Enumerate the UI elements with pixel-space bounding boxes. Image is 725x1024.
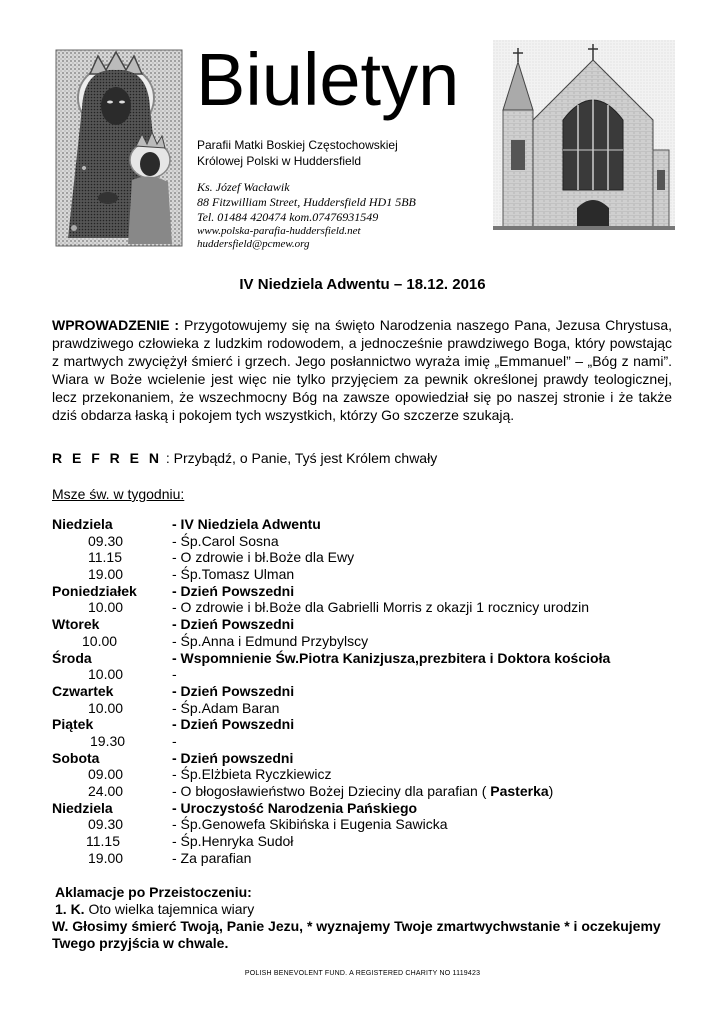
schedule-intention: [172, 733, 177, 750]
schedule-intention-text: - Dzień powszedni: [172, 749, 294, 766]
email: huddersfield@pcmew.org: [197, 238, 310, 250]
schedule-time: 10.00: [88, 666, 124, 683]
schedule-day-row: [52, 616, 692, 633]
address: 88 Fitzwilliam Street, Huddersfield HD1 5BB: [197, 195, 416, 209]
refrain-label: R E F R E N: [52, 450, 163, 466]
schedule-mass-row: [52, 700, 692, 717]
schedule-mass-row: [52, 666, 692, 683]
mass-schedule: [52, 516, 692, 866]
schedule-mass-row: [52, 533, 692, 550]
refrain-text: : Przybądź, o Panie, Tyś jest Królem chwały: [162, 450, 438, 466]
schedule-time: 19.00: [88, 566, 124, 583]
schedule-day: Czwartek: [52, 682, 114, 699]
schedule-mass-row: [52, 633, 692, 650]
schedule-intention-text: - Śp.Tomasz Ulman: [172, 566, 295, 583]
schedule-time: 19.30: [90, 732, 126, 749]
sunday-title: IV Niedziela Adwentu – 18.12. 2016: [239, 276, 486, 293]
schedule-mass-row: [52, 566, 692, 583]
schedule-intention-end: ): [548, 783, 554, 799]
schedule-intention-text: - Dzień Powszedni: [172, 582, 295, 599]
schedule-mass-row: [52, 766, 692, 783]
schedule-mass-row: [52, 850, 692, 867]
schedule-day: Poniedziałek: [52, 582, 137, 599]
schedule-time: 10.00: [82, 632, 118, 649]
schedule-intention: [172, 516, 321, 533]
schedule-day: Niedziela: [52, 799, 113, 816]
masses-heading: Msze św. w tygodniu:: [52, 486, 185, 502]
schedule-day-row: [52, 516, 692, 533]
schedule-intention: [172, 666, 177, 683]
schedule-intention: [172, 833, 293, 850]
schedule-mass-row: [52, 833, 692, 850]
schedule-intention: [172, 683, 294, 700]
schedule-time: 09.30: [88, 532, 124, 549]
schedule-intention: [172, 549, 354, 566]
introduction: [52, 316, 672, 424]
schedule-day-row: [52, 650, 692, 667]
priest-name: Ks. Józef Wacławik: [197, 180, 290, 194]
schedule-intention-text: - Śp.Adam Baran: [172, 699, 280, 716]
schedule-day: Piątek: [52, 716, 94, 733]
schedule-intention-text: - O zdrowie i bł.Boże dla Ewy: [172, 549, 355, 566]
schedule-intention: [172, 800, 417, 817]
schedule-intention: [172, 716, 294, 733]
intro-label: WPROWADZENIE :: [52, 317, 180, 333]
schedule-day-row: [52, 716, 692, 733]
schedule-intention: [172, 766, 332, 783]
schedule-intention-text: - Śp.Genowefa Skibińska i Eugenia Sawicka: [172, 816, 448, 833]
schedule-intention: [172, 850, 251, 867]
schedule-day: Sobota: [52, 749, 100, 766]
schedule-time: 09.30: [88, 816, 124, 833]
parish-name: [197, 137, 398, 169]
schedule-intention-text: - Dzień Powszedni: [172, 716, 295, 733]
schedule-intention-text: - Śp.Elżbieta Ryczkiewicz: [172, 766, 332, 783]
schedule-intention-text: - Uroczystość Narodzenia Pańskiego: [172, 799, 418, 816]
schedule-intention-text: - Za parafian: [172, 849, 252, 866]
schedule-intention-text: -: [172, 732, 177, 749]
schedule-intention: [172, 533, 279, 550]
schedule-mass-row: [52, 816, 692, 833]
schedule-intention-text: - O błogosławieństwo Bożej Dzieciny dla parafian (: [172, 783, 491, 799]
schedule-intention-text: - Dzień Powszedni: [172, 682, 295, 699]
madonna-icon-image: [54, 48, 184, 248]
schedule-mass-row: [52, 599, 692, 616]
schedule-day: Środa: [52, 649, 92, 666]
schedule-time: 24.00: [88, 783, 124, 799]
schedule-day-row: [52, 750, 692, 767]
schedule-intention: [172, 816, 447, 833]
acclamation-line1-text: Oto wielka tajemnica wiary: [84, 901, 255, 917]
schedule-mass-row: [52, 549, 692, 566]
schedule-intention-text: - Śp.Carol Sosna: [172, 532, 279, 549]
schedule-intention: [172, 650, 610, 667]
schedule-time: 09.00: [88, 766, 124, 783]
schedule-mass-row: [52, 733, 692, 750]
parish-line-2: Królowej Polski w Huddersfield: [197, 154, 362, 168]
schedule-day: Wtorek: [52, 616, 100, 633]
acclamation-line1-label: 1. K.: [55, 901, 85, 917]
schedule-intention: [172, 783, 553, 800]
schedule-day: Niedziela: [52, 516, 113, 532]
schedule-intention: [172, 566, 294, 583]
website: www.polska-parafia-huddersfield.net: [197, 225, 361, 237]
schedule-intention: [172, 750, 293, 767]
schedule-day-row: [52, 683, 692, 700]
acclamation-line2: W. Głosimy śmierć Twoją, Panie Jezu, * wyznajemy Twoje zmartwychwstanie * i oczekujemy Twego przyjścia w chwale.: [52, 918, 661, 951]
refrain: [52, 450, 437, 466]
schedule-intention: [172, 616, 294, 633]
schedule-time: 11.15: [88, 549, 122, 566]
bulletin-title: Biuletyn: [196, 38, 460, 121]
church-image: [493, 40, 675, 230]
schedule-intention-text: -: [172, 666, 177, 683]
schedule-intention: [172, 633, 368, 650]
acclamation-heading: Aklamacje po Przeistoczeniu:: [55, 884, 252, 900]
parish-line-1: Parafii Matki Boskiej Częstochowskiej: [197, 138, 398, 152]
schedule-intention-text: - O zdrowie i bł.Boże dla Gabrielli Morris z okazji 1 rocznicy urodzin: [172, 599, 590, 616]
schedule-mass-row: [52, 783, 692, 800]
acclamation: [52, 884, 675, 952]
schedule-intention-text: - Dzień Powszedni: [172, 616, 295, 633]
schedule-time: 10.00: [88, 699, 124, 716]
schedule-intention-text: - IV Niedziela Adwentu: [172, 516, 321, 532]
schedule-intention: [172, 599, 589, 616]
schedule-intention-text: - Śp.Henryka Sudoł: [172, 833, 294, 850]
schedule-time: 10.00: [88, 599, 124, 616]
schedule-time: 11.15: [86, 833, 120, 850]
schedule-intention-bold: Pasterka: [490, 783, 549, 799]
contact-block: [197, 180, 416, 251]
schedule-day-row: [52, 800, 692, 817]
schedule-intention: [172, 700, 279, 717]
schedule-intention-text: - Śp.Anna i Edmund Przybylscy: [172, 632, 369, 649]
schedule-day-row: [52, 583, 692, 600]
schedule-intention-text: - Wspomnienie Św.Piotra Kanizjusza,prezbitera i Doktora kościoła: [172, 649, 611, 666]
schedule-time: 19.00: [88, 849, 124, 866]
telephone: Tel. 01484 420474 kom.07476931549: [197, 210, 379, 224]
intro-text: Przygotowujemy się na święto Narodzenia naszego Pana, Jezusa Chrystusa, prawdziwego człowieka z ludzkim rodowodem, a jednocześnie prawdziwego Boga, który powstając z martwych zwyciężył śmierć i grzech. Jego posłannictwo wyraża imię „Emmanuel” – „Bóg z nami”. Wiara w Boże wcielenie jest więc nie tylko przyjęciem za pewnik określonej prawdy teologicznej, lecz przekonaniem, że wszechmocny Bóg na zawsze opowiedział się po naszej stronie i że także dziś obdarza łaską i pokojem tych wszystkich, którzy Go szczerze szukają.: [52, 317, 672, 423]
footer-charity-note: POLISH BENEVOLENT FUND. A REGISTERED CHARITY NO 1119423: [244, 970, 481, 977]
schedule-intention: [172, 583, 294, 600]
